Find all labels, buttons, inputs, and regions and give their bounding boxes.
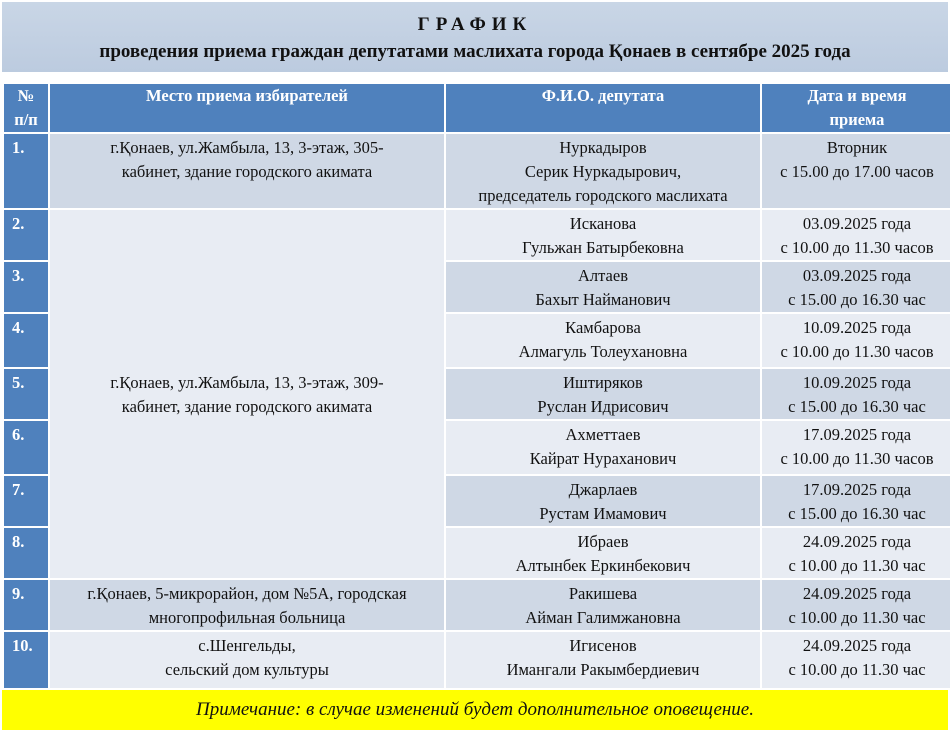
reception-time: 24.09.2025 года с 10.00 до 11.30 час (762, 632, 950, 688)
deputy-name: Камбарова Алмагуль Толеухановна (446, 314, 760, 367)
header-row (4, 84, 950, 132)
header-place: Место приема избирателей (50, 84, 444, 132)
note-banner: Примечание: в случае изменений будет дополнительное оповещение. (2, 690, 948, 730)
table-row (4, 580, 950, 630)
deputy-name: Иштиряков Руслан Идрисович (446, 369, 760, 419)
header-date: Дата и время приема (762, 84, 950, 132)
row-number: 4. (4, 314, 48, 367)
deputy-name: Ибраев Алтынбек Еркинбекович (446, 528, 760, 578)
row-number: 8. (4, 528, 48, 578)
row-number: 10. (4, 632, 48, 688)
page-subtitle: проведения приема граждан депутатами маслихата города Қонаев в сентябре 2025 года (99, 41, 851, 62)
deputy-name: Алтаев Бахыт Найманович (446, 262, 760, 312)
row-number: 1. (4, 134, 48, 208)
deputy-name: Ракишева Айман Галимжановна (446, 580, 760, 630)
row-number: 5. (4, 369, 48, 419)
reception-time: 24.09.2025 года с 10.00 до 11.30 час (762, 580, 950, 630)
reception-time: 03.09.2025 года с 15.00 до 16.30 час (762, 262, 950, 312)
deputy-name: Игисенов Имангали Ракымбердиевич (446, 632, 760, 688)
place-cell: г.Қонаев, 5-микрорайон, дом №5А, городская многопрофильная больница (50, 580, 444, 630)
table-row (4, 210, 950, 260)
deputy-name: Исканова Гульжан Батырбековна (446, 210, 760, 260)
table-row (4, 134, 950, 208)
deputy-name: Джарлаев Рустам Имамович (446, 476, 760, 526)
row-number: 6. (4, 421, 48, 474)
table-row (4, 632, 950, 688)
reception-time: 10.09.2025 года с 10.00 до 11.30 часов (762, 314, 950, 367)
reception-time: 24.09.2025 года с 10.00 до 11.30 час (762, 528, 950, 578)
row-number: 7. (4, 476, 48, 526)
place-cell: г.Қонаев, ул.Жамбыла, 13, 3-этаж, 305- кабинет, здание городского акимата (50, 134, 444, 208)
title-banner (2, 2, 948, 72)
reception-time: 03.09.2025 года с 10.00 до 11.30 часов (762, 210, 950, 260)
page-title: ГРАФИК (417, 14, 533, 35)
reception-time: 17.09.2025 года с 15.00 до 16.30 час (762, 476, 950, 526)
row-number: 3. (4, 262, 48, 312)
place-cell: г.Қонаев, ул.Жамбыла, 13, 3-этаж, 309- кабинет, здание городского акимата (50, 210, 444, 578)
schedule-table (2, 82, 950, 690)
row-number: 9. (4, 580, 48, 630)
reception-time: Вторник с 15.00 до 17.00 часов (762, 134, 950, 208)
row-number: 2. (4, 210, 48, 260)
header-name: Ф.И.О. депутата (446, 84, 760, 132)
header-num: № п/п (4, 84, 48, 132)
reception-time: 10.09.2025 года с 15.00 до 16.30 час (762, 369, 950, 419)
place-cell: с.Шенгельды, сельский дом культуры (50, 632, 444, 688)
deputy-name: Нуркадыров Серик Нуркадырович, председатель городского маслихата (446, 134, 760, 208)
reception-time: 17.09.2025 года с 10.00 до 11.30 часов (762, 421, 950, 474)
deputy-name: Ахметтаев Кайрат Нураханович (446, 421, 760, 474)
